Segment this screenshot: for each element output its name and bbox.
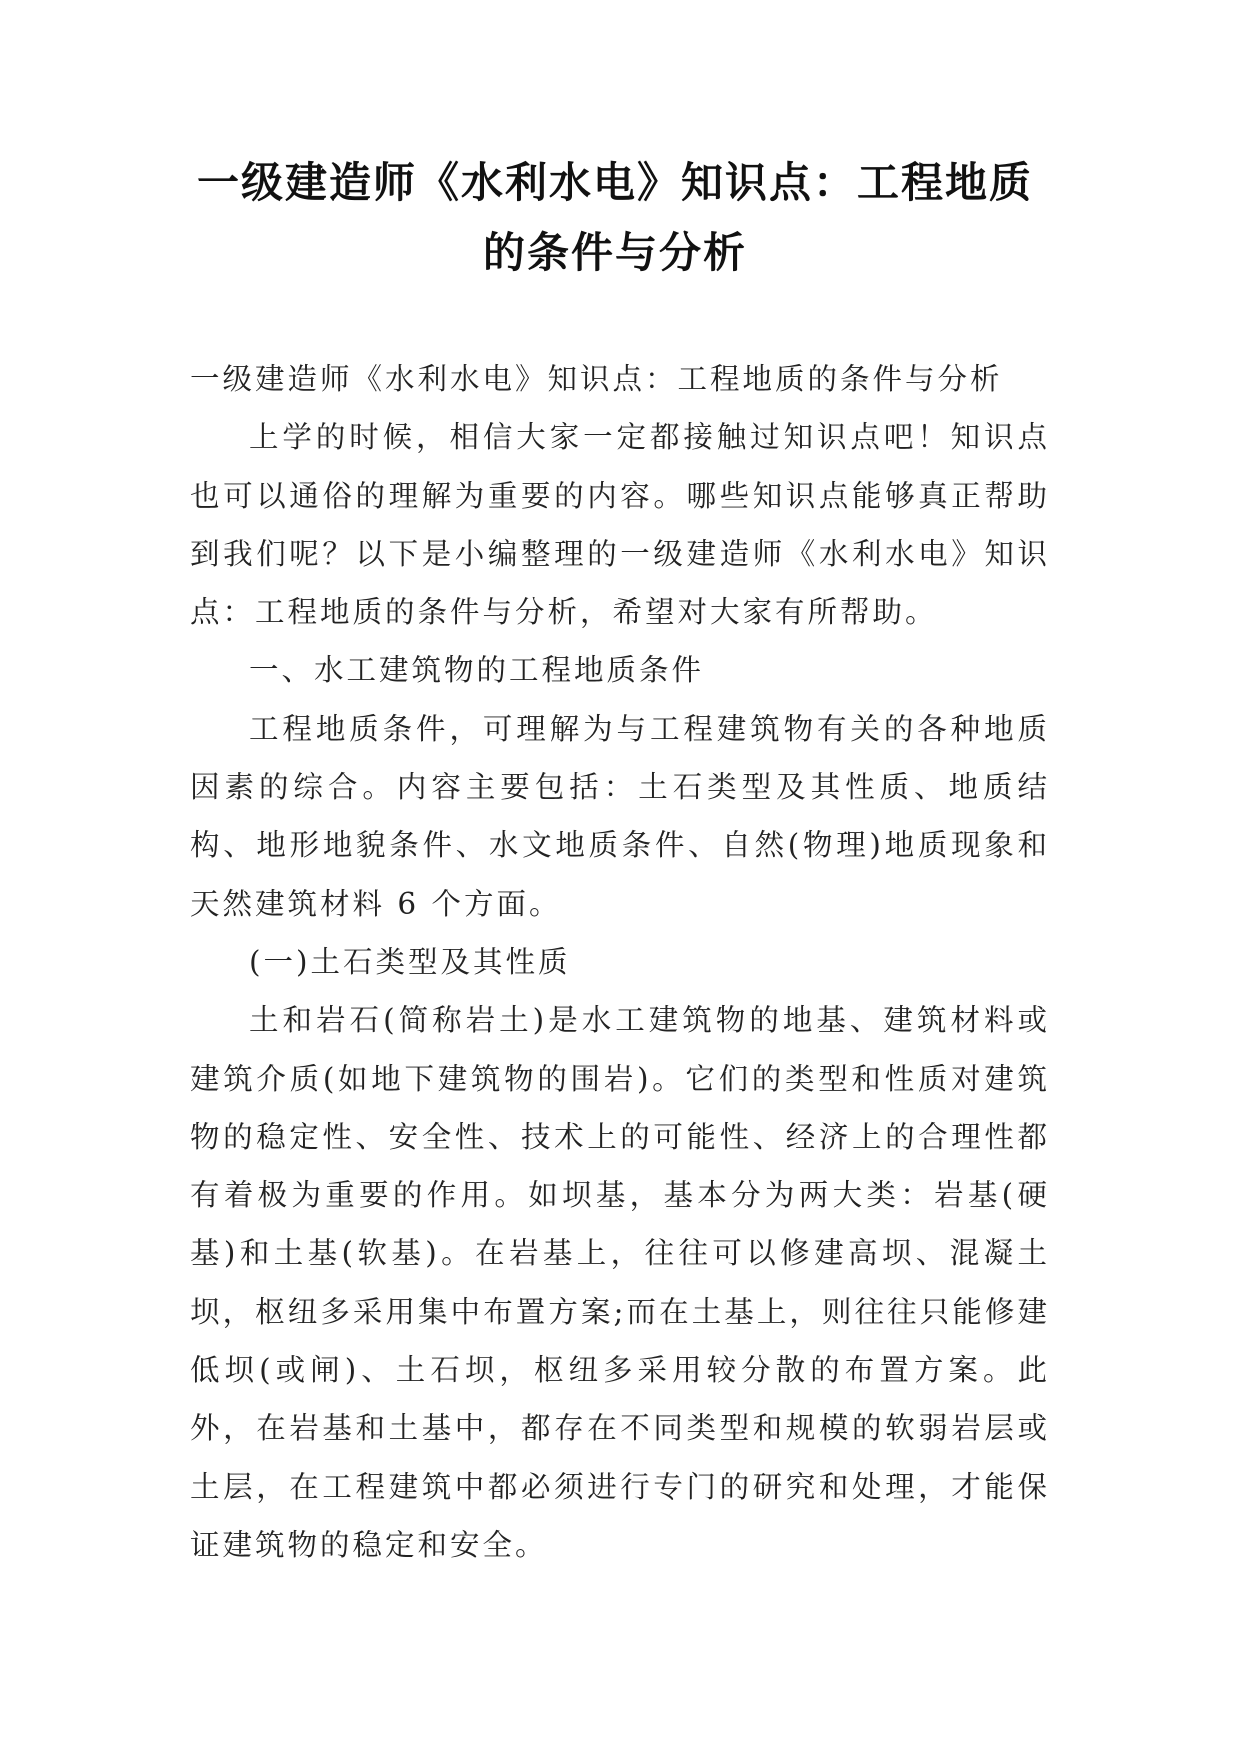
- document-title: [160, 148, 1070, 288]
- intro-paragraph: 上学的时候，相信大家一定都接触过知识点吧！知识点也可以通俗的理解为重要的内容。哪些知识点能够真正帮助到我们呢？以下是小编整理的一级建造师《水利水电》知识点：工程地质的条件与分析，希望对大家有所帮助。: [190, 420, 1050, 630]
- title-line-1: 一级建造师《水利水电》知识点：工程地质: [196, 158, 1033, 207]
- subtitle-paragraph: 一级建造师《水利水电》知识点：工程地质的条件与分析: [190, 362, 1003, 396]
- title-line-2: 的条件与分析: [482, 228, 747, 277]
- body-paragraph-soil-rock: 土和岩石(简称岩土)是水工建筑物的地基、建筑材料或建筑介质(如地下建筑物的围岩)。它们的类型和性质对建筑物的稳定性、安全性、技术上的可能性、经济上的合理性都有着极为重要的作用。如坝基，基本分为两大类：岩基(硬基)和土基(软基)。在岩基上，往往可以修建高坝、混凝土坝，枢纽多采用集中布置方案;而在土基上，则往往只能修建低坝(或闸)、土石坝，枢纽多采用较分散的布置方案。此外，在岩基和土基中，都存在不同类型和规模的软弱岩层或土层，在工程建筑中都必须进行专门的研究和处理，才能保证建筑物的稳定和安全。: [190, 1003, 1050, 1562]
- body-paragraph-conditions: 工程地质条件，可理解为与工程建筑物有关的各种地质因素的综合。内容主要包括：土石类型及其性质、地质结构、地形地貌条件、水文地质条件、自然(物理)地质现象和天然建筑材料 6 个方面。: [190, 711, 1050, 921]
- section-heading-1: 一、水工建筑物的工程地质条件: [249, 653, 705, 688]
- document-body: [190, 350, 1050, 1574]
- subsection-heading-1: (一)土石类型及其性质: [249, 944, 571, 979]
